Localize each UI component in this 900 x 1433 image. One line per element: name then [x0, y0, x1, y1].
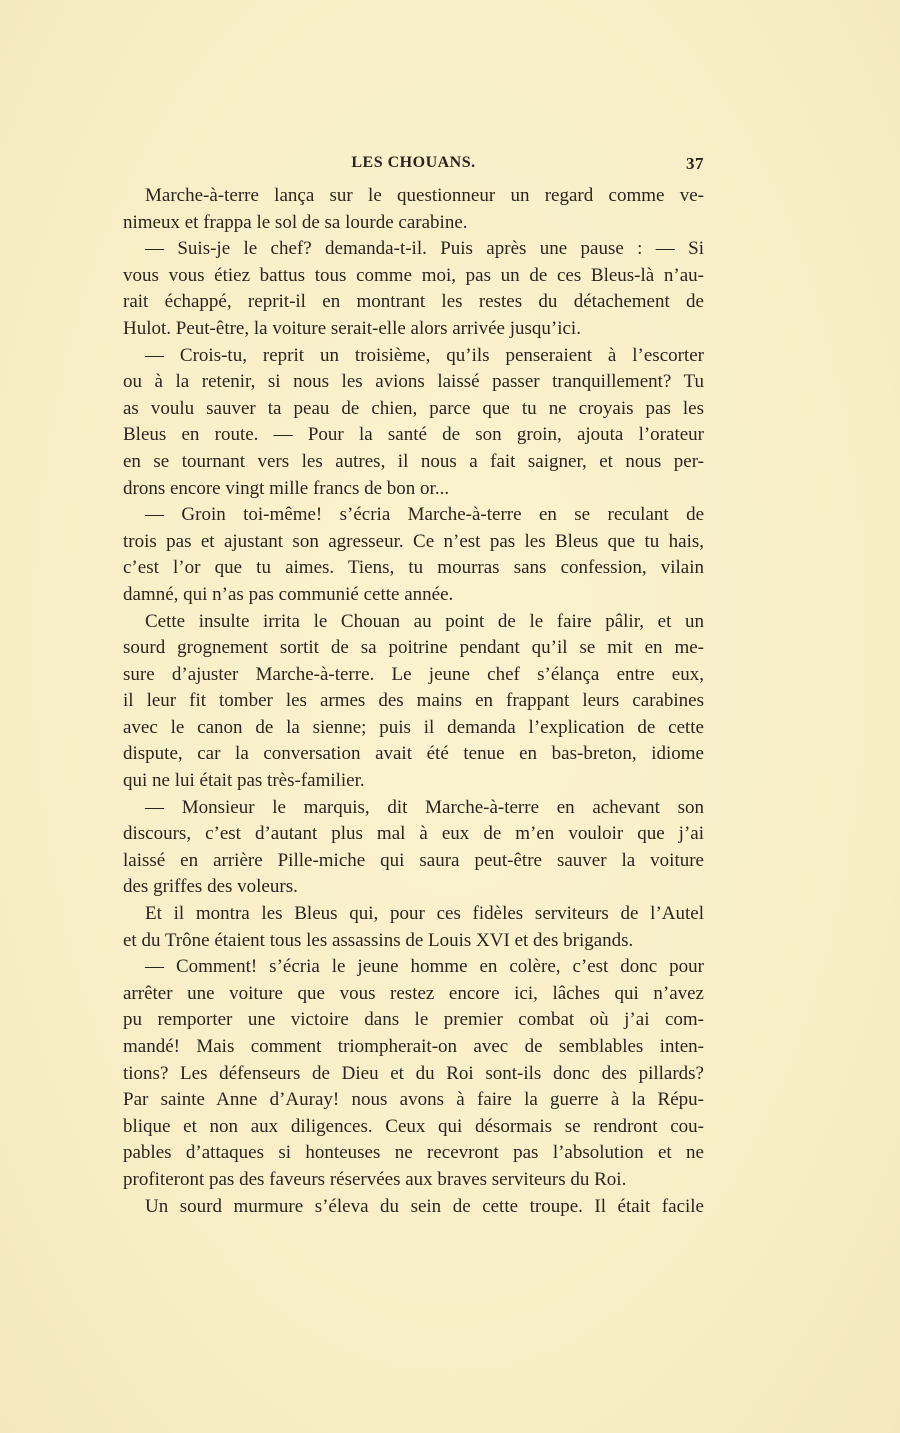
text-line: laissé en arrière Pille-miche qui saura peut-être sauver la voiture — [123, 849, 704, 871]
text-line: — Suis-je le chef? demanda-t-il. Puis après une pause : — Si — [145, 238, 704, 260]
text-line: vous vous étiez battus tous comme moi, pas un de ces Bleus-là n’au- — [123, 264, 704, 286]
text-line: arrêter une voiture que vous restez encore ici, lâches qui n’avez — [123, 982, 704, 1004]
text-line: blique et non aux diligences. Ceux qui désormais se rendront cou- — [123, 1115, 704, 1137]
text-line: tions? Les défenseurs de Dieu et du Roi sont-ils donc des pillards? — [123, 1062, 704, 1084]
text-line: discours, c’est d’autant plus mal à eux de m’en vouloir que j’ai — [123, 823, 704, 845]
text-line: Marche-à-terre lança sur le questionneur un regard comme ve- — [145, 185, 704, 206]
text-line: c’est l’or que tu aimes. Tiens, tu mourras sans confession, vilain — [123, 557, 704, 579]
running-header — [123, 154, 704, 178]
text-line: pables d’attaques si honteuses ne recevront pas l’absolution et ne — [123, 1142, 704, 1164]
text-line: et du Trône étaient tous les assassins de Louis XVI et des brigands. — [123, 929, 634, 951]
text-line: Hulot. Peut-être, la voiture serait-elle alors arrivée jusqu’ici. — [123, 317, 581, 339]
text-line: qui ne lui était pas très-familier. — [123, 770, 365, 792]
text-line: sure d’ajuster Marche-à-terre. Le jeune chef s’élança entre eux, — [123, 663, 704, 685]
text-line: en se tournant vers les autres, il nous a fait saigner, et nous per- — [123, 450, 704, 472]
text-line: — Comment! s’écria le jeune homme en colère, c’est donc pour — [145, 956, 704, 978]
text-line: sourd grognement sortit de sa poitrine pendant qu’il se mit en me- — [123, 637, 704, 659]
text-line: — Groin toi-même! s’écria Marche-à-terre en se reculant de — [145, 504, 704, 526]
text-line: as voulu sauver ta peau de chien, parce que tu ne croyais pas les — [123, 397, 704, 419]
text-line: pu remporter une victoire dans le premier combat où j’ai com- — [123, 1009, 704, 1031]
text-line: damné, qui n’as pas communié cette année. — [123, 583, 454, 605]
text-line: — Crois-tu, reprit un troisième, qu’ils penseraient à l’escorter — [145, 344, 704, 366]
text-line: dispute, car la conversation avait été tenue en bas-breton, idiome — [123, 743, 704, 765]
text-line: ou à la retenir, si nous les avions laissé passer tranquillement? Tu — [123, 371, 704, 393]
text-line: trois pas et ajustant son agresseur. Ce n’est pas les Bleus que tu hais, — [123, 530, 704, 552]
text-line: rait échappé, reprit-il en montrant les restes du détachement de — [123, 291, 704, 313]
text-line: Un sourd murmure s’éleva du sein de cette troupe. Il était facile — [145, 1195, 704, 1217]
text-line: Par sainte Anne d’Auray! nous avons à faire la guerre à la Répu- — [123, 1089, 704, 1111]
text-line: profiteront pas des faveurs réservées aux braves serviteurs du Roi. — [123, 1168, 627, 1190]
text-line: des griffes des voleurs. — [123, 876, 298, 898]
page-number: 37 — [686, 154, 704, 173]
text-line: Cette insulte irrita le Chouan au point de le faire pâlir, et un — [145, 610, 704, 632]
text-line: nimeux et frappa le sol de sa lourde carabine. — [123, 211, 468, 233]
text-line: drons encore vingt mille francs de bon or... — [123, 477, 450, 499]
running-title: LES CHOUANS. — [351, 154, 476, 171]
text-line: Bleus en route. — Pour la santé de son groin, ajouta l’orateur — [123, 424, 704, 446]
text-line: avec le canon de la sienne; puis il demanda l’explication de cette — [123, 716, 704, 738]
text-line: il leur fit tomber les armes des mains en frappant leurs carabines — [123, 690, 704, 712]
body-text — [123, 183, 704, 1220]
text-line: Et il montra les Bleus qui, pour ces fidèles serviteurs de l’Autel — [145, 903, 704, 925]
text-line: mandé! Mais comment triompherait-on avec de semblables inten- — [123, 1036, 704, 1057]
text-line: — Monsieur le marquis, dit Marche-à-terre en achevant son — [145, 796, 704, 818]
